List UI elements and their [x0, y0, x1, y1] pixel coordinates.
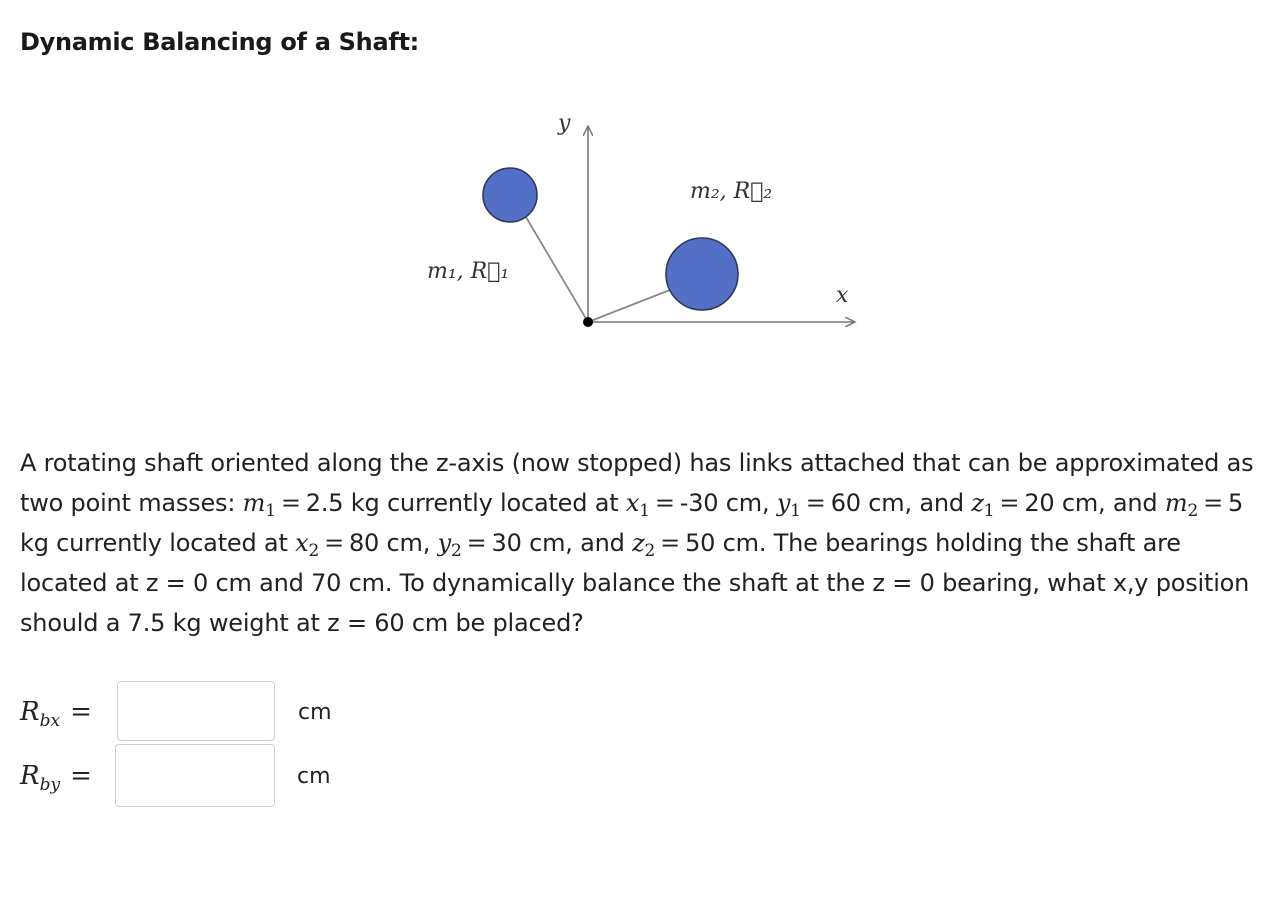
mass-1-label: m₁, R⃗₁: [427, 259, 510, 284]
m2-value: 5 kg currently located at: [20, 489, 1244, 557]
symbol-m1: $m_1$: [242, 489, 276, 521]
equals-sign: =: [466, 529, 487, 557]
y-axis-label: y: [558, 111, 571, 136]
unit-label-rbx: cm: [298, 700, 332, 725]
page-title: Dynamic Balancing of a Shaft:: [20, 28, 419, 56]
equals-sign: =: [280, 489, 301, 517]
equals-sign: =: [654, 489, 675, 517]
equals-sign: =: [999, 489, 1020, 517]
answer-input-rbx[interactable]: [117, 681, 275, 741]
equals-sign: =: [1203, 489, 1224, 517]
symbol-y1: $y_1$: [776, 489, 801, 521]
answer-input-rby[interactable]: [115, 744, 275, 807]
symbol-x2: $x_2$: [295, 529, 320, 561]
y2-value: 30 cm, and: [491, 529, 633, 557]
equals-sign: =: [324, 529, 344, 557]
symbol-y2: $y_2$: [437, 529, 462, 561]
link-mass-2: [588, 288, 675, 322]
problem-text-intro: A rotating shaft oriented along the z-axis (now stopped) has links attached that can be approximated as two point masses:: [20, 449, 1254, 517]
problem-statement: [20, 443, 1255, 643]
symbol-z1: $z_1$: [971, 489, 995, 521]
symbol-x1: $x_1$: [625, 489, 650, 521]
equals-sign: =: [660, 529, 681, 557]
symbol-z2: $z_2$: [632, 529, 656, 561]
link-mass-1: [523, 212, 588, 322]
shaft-diagram: [400, 100, 880, 350]
m1-value: 2.5 kg currently located at: [305, 489, 626, 517]
unit-label-rby: cm: [297, 764, 331, 789]
y1-value: 60 cm, and: [830, 489, 972, 517]
answer-label-rbx: $R_{bx}$ =: [20, 697, 92, 731]
x2-value: 80 cm,: [348, 529, 438, 557]
mass-2-label: m₂, R⃗₂: [690, 179, 773, 204]
equals-sign: =: [805, 489, 826, 517]
z1-value: 20 cm, and: [1024, 489, 1165, 517]
mass-2: [666, 238, 738, 310]
x1-value: -30 cm,: [679, 489, 777, 517]
x-axis-label: x: [836, 283, 849, 308]
origin-point: [583, 317, 593, 327]
mass-1: [483, 168, 537, 222]
z2-value: 50 cm. The bearings holding the shaft are located at z = 0 cm and 70 cm. To dynamically balance the shaft at the z = 0 bearing, what x,y position should a 7.5 kg weight at z = 60 cm be placed?: [20, 529, 1250, 637]
symbol-m2: $m_2$: [1164, 489, 1199, 521]
answer-label-rby: $R_{by}$ =: [20, 761, 92, 795]
